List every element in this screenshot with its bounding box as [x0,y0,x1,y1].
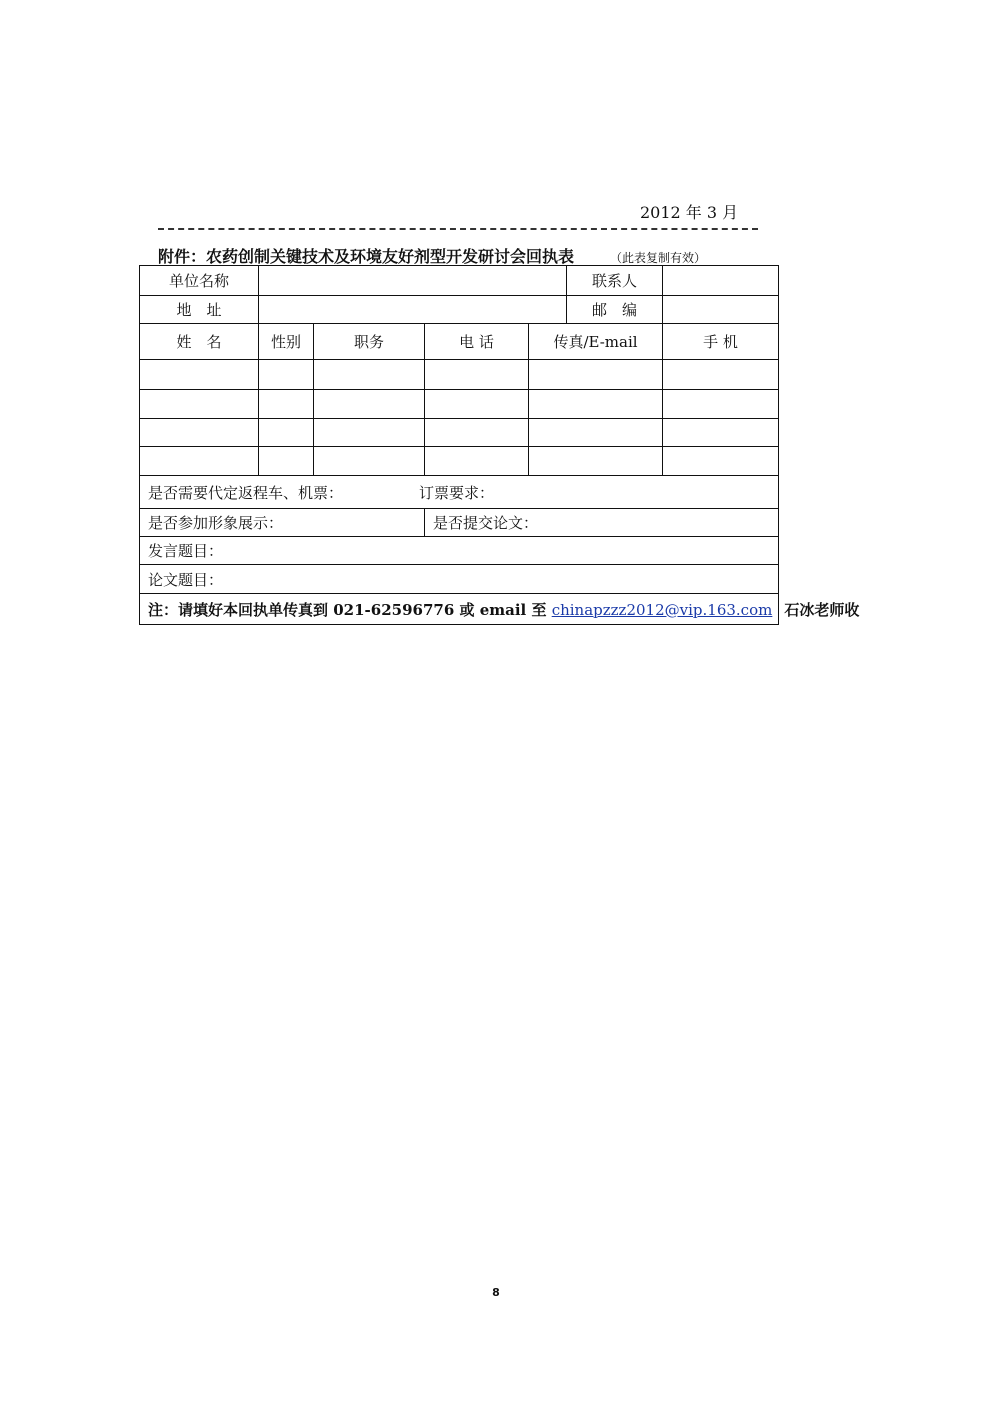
speech-topic-cell[interactable] [140,537,779,565]
transport-row [140,476,779,509]
attendee-name-cell[interactable] [140,419,259,447]
footer-note-row [140,594,779,625]
attendee-gender-cell[interactable] [259,390,314,419]
attendee-phone-cell[interactable] [425,419,529,447]
contact-field[interactable] [663,266,779,296]
attendee-phone-cell[interactable] [425,360,529,390]
transport-cell[interactable] [140,476,779,509]
column-header-row [140,324,779,360]
contact-label: 联系人 [567,266,663,296]
column-header-gender: 性别 [259,324,314,360]
paper-topic-row [140,565,779,594]
unit-name-label: 单位名称 [140,266,259,296]
attendee-gender-cell[interactable] [259,447,314,476]
column-header-fax-email: 传真/E-mail [529,324,663,360]
attendee-fax-email-cell[interactable] [529,419,663,447]
unit-row [140,266,779,296]
attendee-gender-cell[interactable] [259,419,314,447]
reply-form-table [139,265,860,625]
attendee-gender-cell[interactable] [259,360,314,390]
attendee-mobile-cell[interactable] [663,360,779,390]
attendee-fax-email-cell[interactable] [529,390,663,419]
address-field[interactable] [259,296,567,324]
ticket-label: 订票要求： [419,483,495,502]
form-heading [158,244,768,267]
page-number: 8 [492,1286,500,1299]
attendee-fax-email-cell[interactable] [529,360,663,390]
attendee-row [140,390,779,419]
address-label: 地 址 [140,296,259,324]
transport-label: 是否需要代定返程车、机票： [148,483,344,502]
attendee-phone-cell[interactable] [425,390,529,419]
unit-name-field[interactable] [259,266,567,296]
form-note: （此表复制有效） [610,251,707,265]
postcode-label: 邮 编 [567,296,663,324]
attendee-mobile-cell[interactable] [663,390,779,419]
attendee-position-cell[interactable] [314,447,425,476]
speech-topic-label: 发言题目： [148,542,224,560]
attendee-mobile-cell[interactable] [663,419,779,447]
attendee-row [140,419,779,447]
attendee-position-cell[interactable] [314,390,425,419]
column-header-position: 职务 [314,324,425,360]
attendee-phone-cell[interactable] [425,447,529,476]
exhibition-label: 是否参加形象展示： [148,514,284,532]
exhibition-row [140,509,779,537]
attendee-row [140,360,779,390]
column-header-phone: 电 话 [425,324,529,360]
attendee-name-cell[interactable] [140,360,259,390]
paper-topic-label: 论文题目： [148,570,224,589]
attendee-position-cell[interactable] [314,419,425,447]
speech-topic-row [140,537,779,565]
exhibition-cell[interactable] [140,509,425,537]
footer-note-prefix: 注：请填好本回执单传真到 021-62596776 或 email 至 [148,600,552,619]
column-header-mobile: 手 机 [663,324,779,360]
attendee-mobile-cell[interactable] [663,447,779,476]
address-row [140,296,779,324]
footer-note-suffix: 石冰老师收 [784,600,860,619]
paper-topic-cell[interactable] [140,565,779,594]
attendee-row [140,447,779,476]
attendee-position-cell[interactable] [314,360,425,390]
footer-note [140,594,860,625]
date: 2012 年 3 月 [640,203,739,222]
paper-submit-label: 是否提交论文： [433,514,539,532]
attendee-fax-email-cell[interactable] [529,447,663,476]
column-header-name: 姓 名 [140,324,259,360]
attendee-name-cell[interactable] [140,447,259,476]
cut-line-divider [158,228,758,230]
paper-submit-cell[interactable] [425,509,779,537]
email-link[interactable]: chinapzzz2012@vip.163.com [551,600,773,619]
form-title: 附件：农药创制关键技术及环境友好剂型开发研讨会回执表 [158,247,575,266]
postcode-field[interactable] [663,296,779,324]
attendee-name-cell[interactable] [140,390,259,419]
